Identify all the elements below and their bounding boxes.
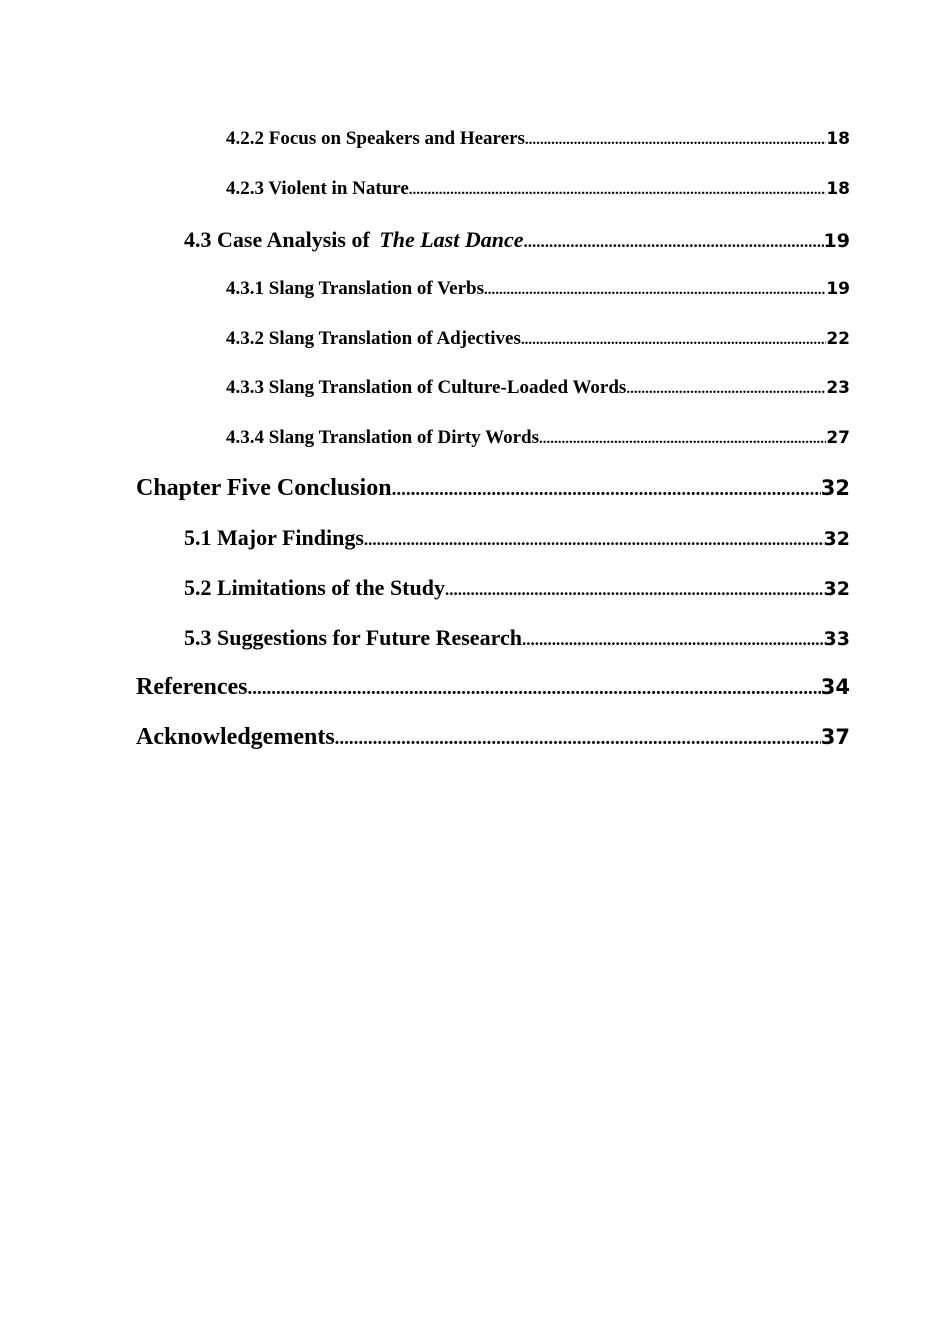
toc-entry-title: 4.2.2 Focus on Speakers and Hearers <box>226 128 525 149</box>
toc-entry-title: 4.2.3 Violent in Nature <box>226 178 409 199</box>
toc-entry-4-3-1[interactable] <box>226 276 850 302</box>
toc-entry-title: 4.3.4 Slang Translation of Dirty Words <box>226 427 540 448</box>
dot-leader <box>484 277 826 302</box>
toc-entry-page: 33 <box>823 628 850 650</box>
toc-entry-title: References <box>136 674 248 700</box>
toc-entry-4-2-2[interactable] <box>226 126 850 152</box>
toc-entry-page: 32 <box>823 528 850 550</box>
dot-leader <box>539 426 826 451</box>
toc-entry-page: 34 <box>820 675 850 699</box>
dot-leader <box>522 625 824 653</box>
toc-entry-title: 4.3.3 Slang Translation of Culture-Loaded Words <box>226 377 627 398</box>
toc-entry-page: 23 <box>826 378 850 398</box>
toc-entry-4-3-2[interactable] <box>226 326 850 352</box>
dot-leader <box>392 474 821 504</box>
toc-entry-page: 37 <box>820 725 850 749</box>
toc-entry-page: 32 <box>823 578 850 600</box>
toc-entry-title: Chapter Five Conclusion <box>136 475 392 501</box>
toc-entry-title: 4.3.1 Slang Translation of Verbs <box>226 278 484 299</box>
toc-entry-acknowledgements[interactable] <box>136 721 850 753</box>
toc-entry-4-3-4[interactable] <box>226 425 850 451</box>
toc-entry-chapter-five[interactable] <box>136 472 850 504</box>
dot-leader <box>524 227 824 255</box>
toc-entry-4-3[interactable] <box>184 225 850 255</box>
dot-leader <box>248 673 821 703</box>
toc-entry-references[interactable] <box>136 671 850 703</box>
toc-entry-5-3[interactable] <box>184 623 850 653</box>
toc-entry-page: 32 <box>820 476 850 500</box>
dot-leader <box>521 327 826 352</box>
toc-entry-4-3-3[interactable] <box>226 375 850 401</box>
dot-leader <box>335 723 821 753</box>
dot-leader <box>626 376 826 401</box>
toc-entry-page: 22 <box>826 329 850 349</box>
toc-entry-4-2-3[interactable] <box>226 176 850 202</box>
toc-entry-title: 5.2 Limitations of the Study <box>184 575 445 600</box>
toc-entry-page: 27 <box>826 428 850 448</box>
toc-entry-title: 5.1 Major Findings <box>184 525 364 550</box>
toc-entry-5-1[interactable] <box>184 523 850 553</box>
toc-entry-title: Acknowledgements <box>136 724 335 750</box>
toc-entry-page: 19 <box>823 230 850 252</box>
toc-entry-title <box>184 225 524 255</box>
toc-entry-page: 18 <box>826 129 850 149</box>
toc-entry-title-italic: The Last Dance <box>379 227 524 252</box>
dot-leader <box>445 575 824 603</box>
dot-leader <box>525 127 826 152</box>
toc-entry-page: 19 <box>826 279 850 299</box>
dot-leader <box>364 525 824 553</box>
toc-entry-5-2[interactable] <box>184 573 850 603</box>
toc-entry-title: 5.3 Suggestions for Future Research <box>184 625 522 650</box>
dot-leader <box>409 177 827 202</box>
toc-entry-page: 18 <box>826 179 850 199</box>
toc-entry-title-prefix: 4.3 Case Analysis of <box>184 227 376 252</box>
toc-entry-title: 4.3.2 Slang Translation of Adjectives <box>226 328 521 349</box>
